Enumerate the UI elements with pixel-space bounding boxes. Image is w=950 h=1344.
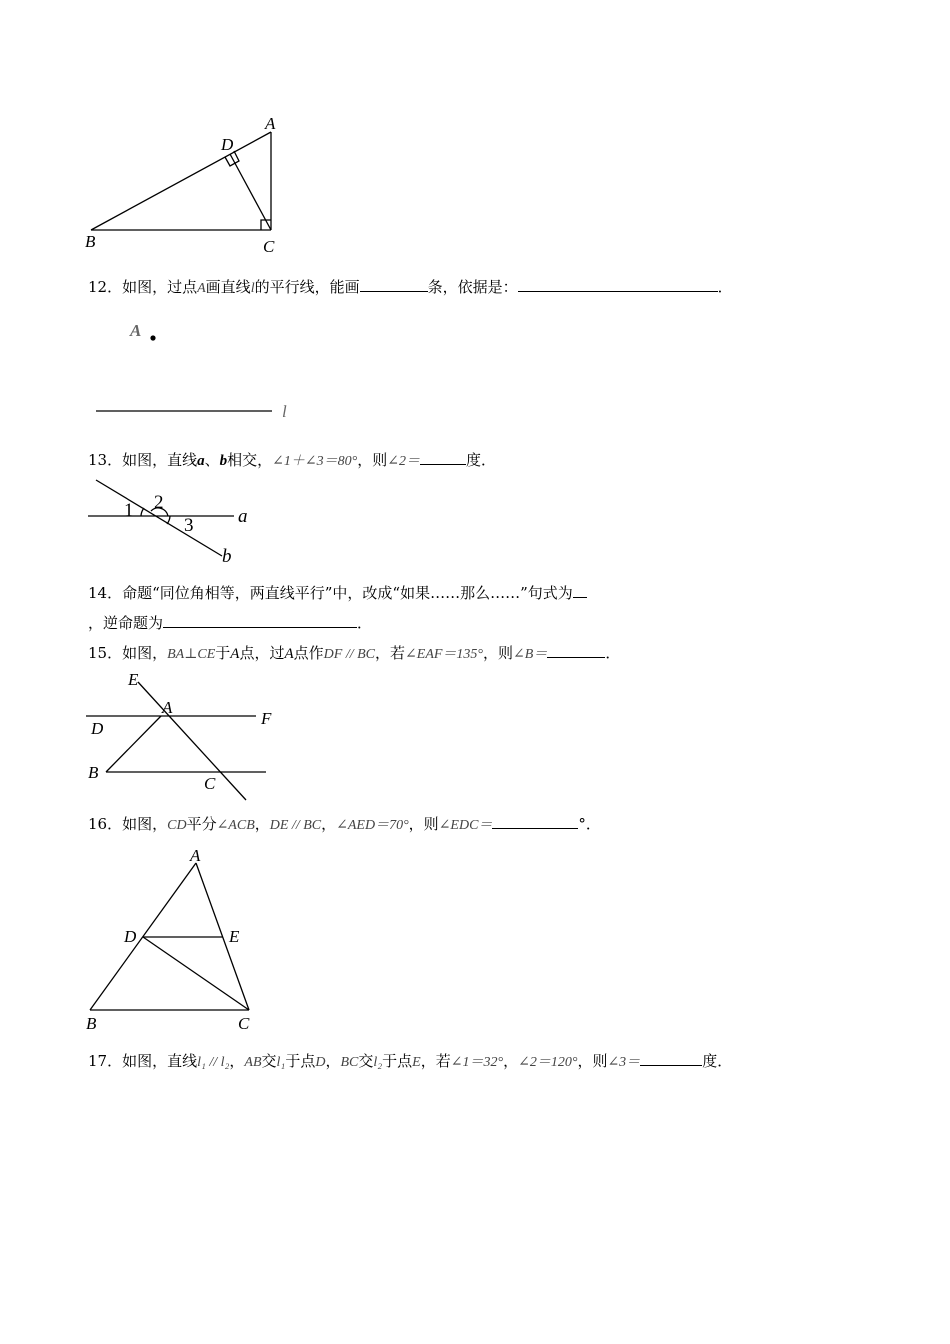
label-f: F	[261, 709, 272, 728]
segment-dc	[143, 937, 249, 1010]
label-angle-2: 2	[154, 492, 164, 513]
label-point-a: A	[130, 321, 142, 340]
label-d: D	[124, 927, 137, 946]
label-b: B	[86, 1014, 97, 1033]
question-17: 17．如图，直线l₁ // l₂，AB交l₁于点D，BC交l₂于点E，若∠1＝32°，∠2＝120°，则∠3＝ 度．	[88, 1052, 733, 1070]
answer-blank[interactable]	[547, 642, 605, 658]
figure-triangle-bisector	[84, 845, 274, 1035]
answer-blank-reason[interactable]	[518, 276, 718, 292]
answer-blank-count[interactable]	[360, 276, 428, 292]
answer-blank-statement[interactable]	[573, 582, 587, 598]
figure-parallel-lines-triangle	[86, 668, 286, 808]
label-e: E	[128, 670, 139, 689]
answer-blank[interactable]	[420, 449, 466, 465]
angle-arc-1	[141, 508, 144, 516]
segment-cd	[230, 154, 271, 230]
figure-right-triangle	[85, 115, 300, 260]
question-14-line-2: ，逆命题为 ．	[88, 614, 373, 632]
label-a: A	[265, 114, 276, 133]
question-15: 15．如图，BA⊥CE于A点，过A点作DF // BC，若∠EAF＝135°，则∠B＝ ．	[88, 644, 621, 662]
figure-point-and-line	[90, 318, 310, 423]
question-16: 16．如图，CD平分∠ACB，DE // BC，∠AED＝70°，则∠EDC＝ °．	[88, 815, 601, 833]
label-angle-3: 3	[184, 515, 194, 536]
angle-arc-3	[167, 516, 170, 524]
label-d: D	[91, 719, 104, 738]
answer-blank[interactable]	[492, 813, 578, 829]
question-13: 13．如图，直线a、b相交，∠1＋∠3＝80°，则∠2＝ 度．	[88, 451, 496, 469]
point-a	[150, 335, 155, 340]
answer-blank-converse[interactable]	[163, 612, 357, 628]
label-c: C	[263, 237, 275, 256]
label-c: C	[204, 774, 216, 793]
answer-blank[interactable]	[640, 1050, 702, 1066]
label-c: C	[238, 1014, 250, 1033]
question-14: 14．命题“同位角相等，两直线平行”中，改成“如果……那么……”句式为	[88, 582, 587, 603]
label-e: E	[229, 927, 240, 946]
figure-intersecting-lines	[86, 478, 266, 568]
label-line-l: l	[282, 402, 287, 421]
line-ec	[138, 682, 246, 800]
label-a: A	[162, 698, 173, 717]
label-a: A	[190, 846, 201, 865]
label-angle-1: 1	[124, 500, 134, 521]
label-b: B	[88, 763, 99, 782]
question-12: 12．如图，过点A画直线l的平行线，能画 条，依据是： ．	[88, 278, 733, 296]
label-line-a: a	[238, 506, 248, 527]
label-d: D	[221, 135, 234, 154]
segment-ab	[106, 716, 161, 772]
label-b: B	[85, 232, 96, 251]
label-line-b: b	[222, 546, 232, 567]
